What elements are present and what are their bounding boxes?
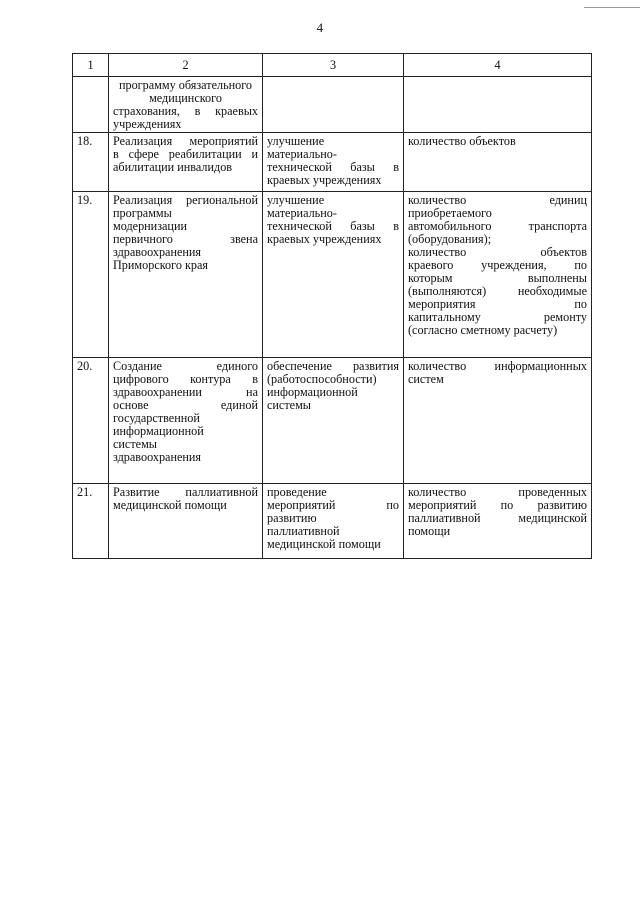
cell-line: краевого учреждения, по — [408, 258, 587, 272]
cell-line: паллиативной медицинской — [408, 511, 587, 525]
table-row — [73, 192, 592, 358]
cell-line: медицинского — [149, 91, 222, 105]
cell-line: (работоспособности) — [267, 372, 377, 386]
row-number: 20. — [73, 358, 109, 484]
result-cell — [263, 133, 404, 192]
cell-line: количество информационных — [408, 359, 587, 373]
cell-line: мероприятий по — [267, 498, 399, 512]
cell-line: системы — [267, 398, 311, 412]
result-cell — [263, 484, 404, 559]
cell-line: Реализация региональной — [113, 193, 258, 207]
column-header-4: 4 — [404, 54, 592, 77]
table-row — [73, 358, 592, 484]
cell-line: информационной — [113, 424, 204, 438]
cell-line: (оборудования); — [408, 232, 492, 246]
cell-line: материально- — [267, 206, 337, 220]
cell-line: которым выполнены — [408, 271, 587, 285]
measure-name-cell — [109, 133, 263, 192]
cell-line: Развитие паллиативной — [113, 485, 258, 499]
cell-line: развитию — [267, 511, 317, 525]
cell-line: материально- — [267, 147, 337, 161]
table-row — [73, 77, 592, 133]
cell-line: здравоохранении на — [113, 385, 258, 399]
cell-line: страхования, в краевых — [113, 104, 258, 118]
measure-name-cell — [109, 192, 263, 358]
row-number: 19. — [73, 192, 109, 358]
measure-name-cell — [109, 358, 263, 484]
indicator-cell — [404, 192, 592, 358]
page-number: 4 — [316, 20, 324, 35]
cell-line: Приморского края — [113, 258, 208, 272]
cell-line: здравоохранения — [113, 450, 202, 464]
cell-line: (согласно сметному расчету) — [408, 323, 558, 337]
result-cell — [263, 358, 404, 484]
cell-line: здравоохранения — [113, 245, 202, 259]
cell-line: автомобильного транспорта — [408, 219, 587, 233]
cell-line: программы — [113, 206, 172, 220]
result-cell — [263, 192, 404, 358]
indicator-cell — [404, 484, 592, 559]
cell-line: обеспечение развития — [267, 359, 399, 373]
cell-line: количество объектов — [408, 245, 587, 259]
table-row — [73, 133, 592, 192]
column-header-2: 2 — [109, 54, 263, 77]
cell-line: (выполняются) необходимые — [408, 284, 587, 298]
cell-line: технической базы в — [267, 219, 399, 233]
cell-line: модернизации — [113, 219, 187, 233]
measures-table — [72, 53, 592, 559]
column-header-1: 1 — [73, 54, 109, 77]
cell-line: мероприятий по развитию — [408, 498, 587, 512]
cell-line: улучшение — [267, 193, 325, 207]
cell-line: проведение — [267, 485, 327, 499]
cell-line: паллиативной — [267, 524, 340, 538]
cell-line: абилитации инвалидов — [113, 160, 233, 174]
cell-line: помощи — [408, 524, 451, 538]
cell-line: первичного звена — [113, 232, 258, 246]
table-row — [73, 484, 592, 559]
cell-line: системы — [113, 437, 157, 451]
cell-line: медицинской помощи — [267, 537, 381, 551]
cell-line: улучшение — [267, 134, 325, 148]
top-edge-rule — [584, 7, 640, 8]
cell-line: государственной — [113, 411, 200, 425]
cell-line: Создание единого — [113, 359, 258, 373]
indicator-cell — [404, 77, 592, 133]
cell-line: количество объектов — [408, 134, 516, 148]
cell-line: краевых учреждениях — [267, 173, 382, 187]
indicator-cell — [404, 133, 592, 192]
row-number: 21. — [73, 484, 109, 559]
result-cell — [263, 77, 404, 133]
cell-line: цифрового контура в — [113, 372, 258, 386]
measure-name-cell — [109, 77, 263, 133]
cell-line: количество единиц — [408, 193, 587, 207]
cell-line: систем — [408, 372, 444, 386]
row-number — [73, 77, 109, 133]
cell-line: капитальному ремонту — [408, 310, 587, 324]
indicator-cell — [404, 358, 592, 484]
cell-line: количество проведенных — [408, 485, 587, 499]
cell-line: краевых учреждениях — [267, 232, 382, 246]
table-header-row — [73, 54, 592, 77]
cell-line: медицинской помощи — [113, 498, 227, 512]
measure-name-cell — [109, 484, 263, 559]
row-number: 18. — [73, 133, 109, 192]
cell-line: в сфере реабилитации и — [113, 147, 258, 161]
cell-line: приобретаемого — [408, 206, 492, 220]
cell-line: основе единой — [113, 398, 258, 412]
cell-line: учреждениях — [113, 117, 182, 131]
cell-line: технической базы в — [267, 160, 399, 174]
cell-line: Реализация мероприятий — [113, 134, 258, 148]
cell-line: информационной — [267, 385, 358, 399]
cell-line: мероприятия по — [408, 297, 587, 311]
column-header-3: 3 — [263, 54, 404, 77]
cell-line: программу обязательного — [118, 78, 253, 92]
